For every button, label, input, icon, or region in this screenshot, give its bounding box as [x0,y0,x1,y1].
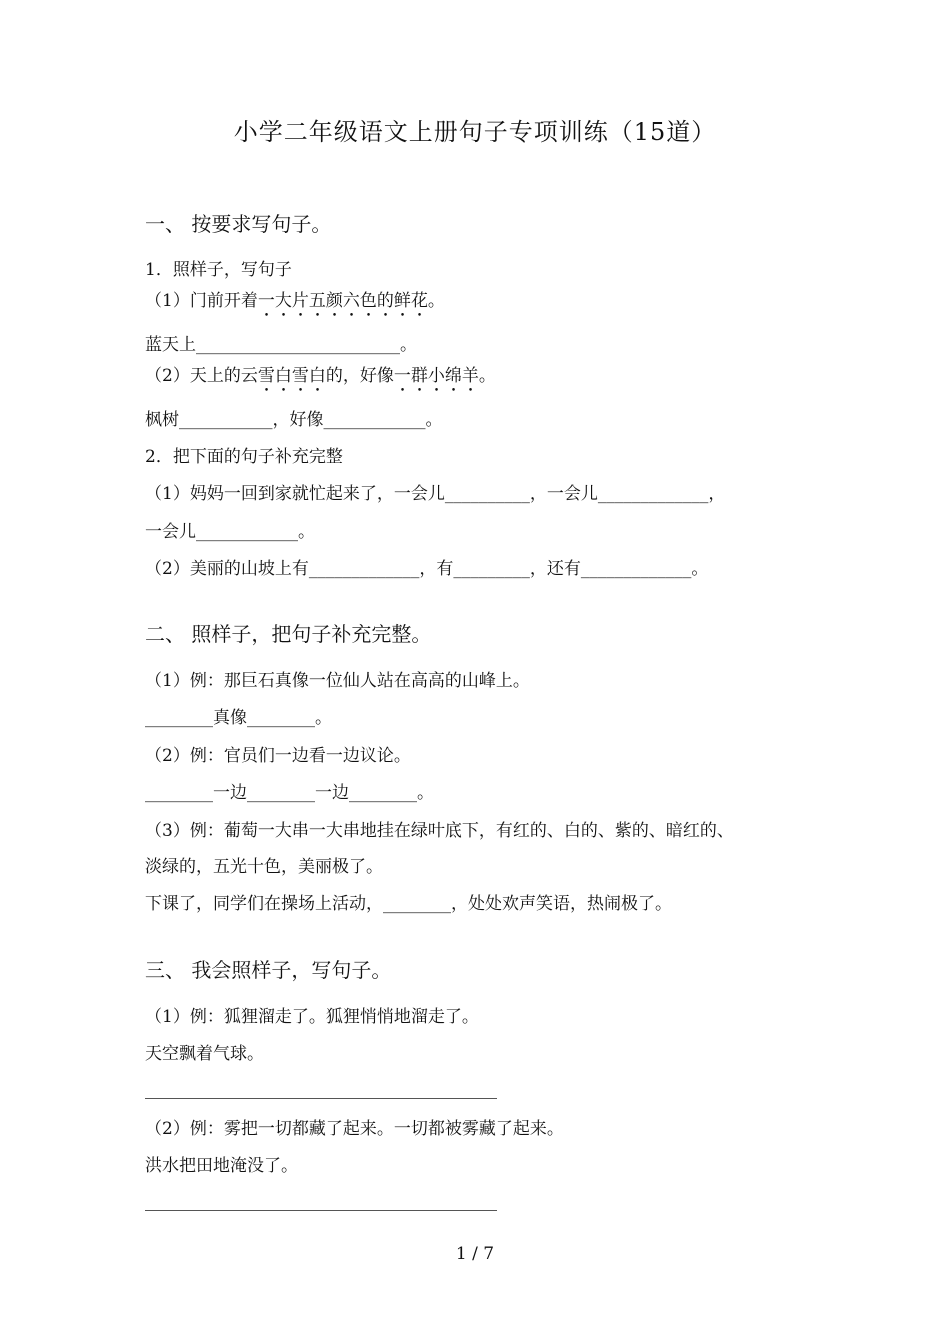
s2-answer-3: 下课了，同学们在操场上活动，________，处处欢声笑语，热闹极了。 [145,894,672,914]
s2-example-2: （2）例：官员们一边看一边议论。 [145,746,411,766]
s2-example-3-line1: （3）例：葡萄一大串一大串地挂在绿叶底下，有红的、白的、紫的、暗红的、 [145,821,734,841]
q1-item1-suffix: 。 [427,291,445,311]
s3-question-1: 天空飘着气球。 [145,1044,264,1064]
section-2-heading: 二、 照样子，把句子补充完整。 [145,622,432,646]
q2-item1-line1: （1）妈妈一回到家就忙起来了，一会儿__________，一会儿_____________， [145,484,726,504]
page-number: 1 / 7 [455,1244,495,1264]
s3-example-1: （1）例：狐狸溜走了。狐狸悄悄地溜走了。 [145,1007,479,1027]
q1-item2 [145,365,496,396]
answer-line-2 [145,1210,497,1211]
s2-example-1: （1）例：那巨石真像一位仙人站在高高的山峰上。 [145,671,530,691]
q1-item2-mid: 的，好像 [325,366,394,386]
q1-item1 [145,290,445,321]
s2-answer-1: ________真像________。 [145,708,332,728]
q1-item2-suffix: 。 [478,366,496,386]
s3-question-2: 洪水把田地淹没了。 [145,1156,298,1176]
q1-item1-dotted: 一大片五颜六色的鲜花 [257,291,428,311]
s2-answer-2: ________一边________一边________。 [145,783,434,803]
q1-answer2: 枫树___________，好像____________。 [145,410,443,430]
q1-title: 1．照样子，写句子 [145,260,292,280]
s2-example-3-line2: 淡绿的，五光十色，美丽极了。 [145,857,383,877]
q2-title: 2．把下面的句子补充完整 [145,447,343,467]
answer-line-1 [145,1098,497,1099]
q1-item2-prefix: （2）天上的云 [145,366,258,386]
q2-item1-line2: 一会儿____________。 [145,522,315,542]
q2-item2: （2）美丽的山坡上有_____________，有_________，还有_____________。 [145,559,709,579]
q1-item1-prefix: （1）门前开着 [145,291,258,311]
page-title: 小学二年级语文上册句子专项训练（15道） [233,118,717,146]
q1-item2-dotted1: 雪白雪白 [257,366,326,386]
s3-example-2: （2）例：雾把一切都藏了起来。一切都被雾藏了起来。 [145,1119,564,1139]
q1-answer1: 蓝天上________________________。 [145,335,417,355]
section-1-heading: 一、 按要求写句子。 [145,212,332,236]
q1-item2-dotted2: 一群小绵羊 [393,366,479,386]
section-3-heading: 三、 我会照样子，写句子。 [145,958,392,982]
